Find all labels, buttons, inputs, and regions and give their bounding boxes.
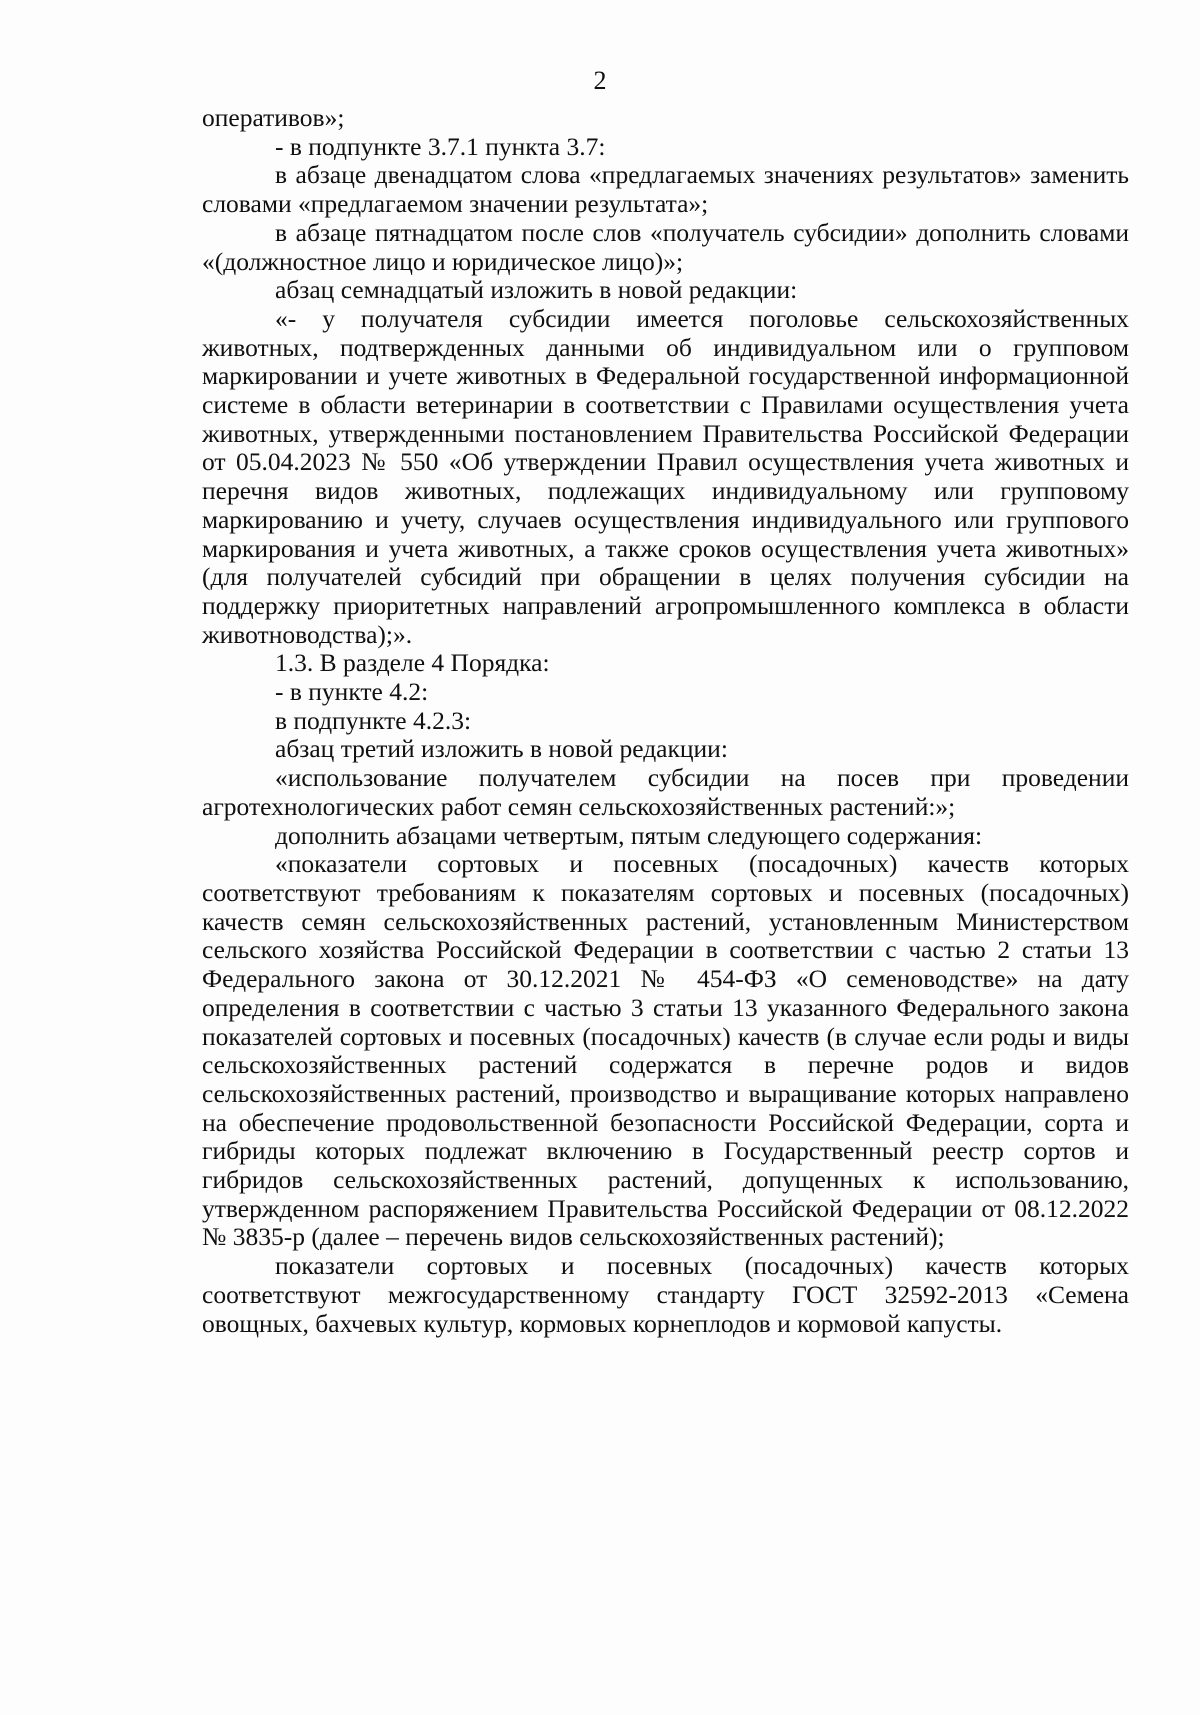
paragraph: «- у получателя субсидии имеется поголовье сельскохозяйственных животных, подтвержденных данными об индивидуальном или о групповом маркировании и учете животных в Федеральной государственной информационной системе в области ветеринарии в соответствии с Правилами осуществления учета животных, утвержденными постановлением Правительства Российской Федерации от 05.04.2023 № 550 «Об утверждении Правил осуществления учета животных и перечня видов животных, подлежащих индивидуальному или групповому маркированию и учету, случаев осуществления индивидуального или группового маркирования и учета животных, а также сроков осуществления учета животных» (для получателей субсидий при обращении в целях получения субсидии на поддержку приоритетных направлений агропромышленного комплекса в области животноводства);».	[202, 303, 1129, 649]
paragraph: в подпункте 4.2.3:	[275, 705, 472, 735]
document-body	[202, 104, 1129, 1338]
paragraph: оперативов»;	[202, 103, 345, 132]
paragraph: - в подпункте 3.7.1 пункта 3.7:	[275, 131, 606, 161]
paragraph: «показатели сортовых и посевных (посадочных) качеств которых соответствуют требованиям к показателям сортовых и посевных (посадочных) качеств семян сельскохозяйственных растений, установленным Министерством сельского хозяйства Российской Федерации в соответствии с частью 2 статьи 13 Федерального закона от 30.12.2021 № 454-ФЗ «О семеноводстве» на дату определения в соответствии с частью 3 статьи 13 указанного Федерального закона показателей сортовых и посевных (посадочных) качеств (в случае если роды и виды сельскохозяйственных растений содержатся в перечне родов и видов сельскохозяйственных растений, производство и выращивание которых направлено на обеспечение продовольственной безопасности Российской Федерации, сорта и гибриды которых подлежат включению в Государственный реестр сортов и гибридов сельскохозяйственных растений, допущенных к использованию, утвержденном распоряжением Правительства Российской Федерации от 08.12.2022 № 3835-р (далее – перечень видов сельскохозяйственных растений);	[202, 849, 1129, 1252]
paragraph: показатели сортовых и посевных (посадочных) качеств которых соответствуют межгосударственному стандарту ГОСТ 32592-2013 «Семена овощных, бахчевых культур, кормовых корнеплодов и кормовой капусты.	[202, 1251, 1129, 1338]
paragraph: абзац третий изложить в новой редакции:	[275, 734, 728, 764]
page-number: 2	[593, 66, 607, 95]
paragraph: 1.3. В разделе 4 Порядка:	[275, 648, 550, 678]
paragraph: абзац семнадцатый изложить в новой редакции:	[275, 275, 798, 305]
paragraph: дополнить абзацами четвертым, пятым следующего содержания:	[275, 820, 983, 850]
paragraph: в абзаце пятнадцатом после слов «получатель субсидии» дополнить словами «(должностное лицо и юридическое лицо)»;	[202, 217, 1129, 276]
paragraph: «использование получателем субсидии на посев при проведении агротехнологических работ семян сельскохозяйственных растений:»;	[202, 763, 1129, 821]
paragraph: - в пункте 4.2:	[275, 677, 429, 707]
paragraph: в абзаце двенадцатом слова «предлагаемых значениях результатов» заменить словами «предлагаемом значении результата»;	[202, 160, 1129, 219]
